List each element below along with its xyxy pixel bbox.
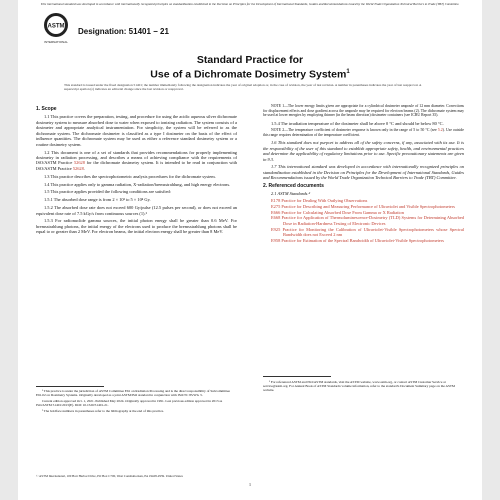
footnotes-left	[36, 389, 237, 415]
designation: Designation: 51401 − 21	[78, 27, 169, 36]
logo-text: INTERNATIONAL	[44, 40, 68, 44]
reference-number[interactable]: E275	[271, 203, 281, 209]
link-52628-b[interactable]: 52628	[72, 165, 84, 171]
para-1-5-3: 1.5.3 For radionuclide gamma sources, the initial photon energy shall be greater than 0.6 MeV. For bremsstrahlung photons, the initial energy of the electrons used to produce the bremsstrahlung photons shall be equal to or greater than 2 MeV. For electron beams, the initial electron energy shall be greater than 8 MeV.	[36, 218, 237, 235]
para-1-2: 1.2 This document is one of a set of standards that provides recommendations for properly implementing dosimetry in radiation processing, and describes a means of achieving compliance with the requirements of ISO/ASTM Practice 52628 for the dichromate dosimetry system. It is intended to be read in conjunction with ISO/ASTM Practice 52628.	[36, 149, 238, 171]
para-1-4: 1.4 This practice applies only to gamma radiation, X-radiation/bremsstrahlung, and high energy electrons.	[44, 181, 231, 187]
reference-item[interactable]	[271, 210, 464, 215]
referenced-documents-heading: 2. Referenced documents	[263, 182, 324, 189]
document-page	[18, 0, 482, 500]
para-1-3: 1.3 This practice describes the spectrophotometric analysis procedures for the dichromate system.	[44, 173, 216, 179]
right-column	[263, 104, 464, 244]
link-52628[interactable]: 52628	[73, 160, 85, 166]
footnote-1: ¹ This practice is under the jurisdiction of ASTM Committee E61 on Radiation Processing and is the direct responsibility of Subcommittee E61.02 on Dosimetry Systems. Originally developed as a joint ASTM/ISO standard in conjunction with ISO/TC 85/WG 3.	[36, 389, 230, 398]
reference-list	[263, 198, 464, 244]
scope-heading: 1. Scope	[36, 106, 57, 112]
reference-title[interactable]: Practice for Application of Thermoluminescence-Dosimetry (TLD) Systems for Determining Absorbed Dose in Radiation-Hardness Testing of Electronic Devices	[281, 215, 464, 226]
reference-title[interactable]: Practice for Calculating Absorbed Dose From Gamma or X Radiation	[281, 209, 404, 215]
footnote-3: ³ For referenced ASTM and ISO/ASTM standards, visit the ASTM website, www.astm.org, or contact ASTM Customer Service at service@astm.org. For Annual Book of ASTM Standards volume information, refer to the standard's Document Summary page on the ASTM website.	[263, 380, 455, 393]
footnote-divider-right	[263, 376, 331, 377]
reference-item[interactable]	[271, 227, 464, 238]
note-2: NOTE 2—The temperature coefficient of dosimeter response is known only in the range of 5 to 50 °C (see 5.2). Use outside this range requires determination of the temperature coefficient.	[263, 128, 464, 138]
reference-title[interactable]: Practice for Describing and Measuring Performance of Ultraviolet and Visible Spectrophotometers	[281, 203, 455, 209]
para-1-5-2: 1.5.2 The absorbed dose rate does not exceed 600 Gy/pulse (12.5 pulses per second), or does not exceed an equivalent dose rate of 7.5 kGy/s from continuous sources (1).²	[36, 205, 237, 216]
copyright: © ASTM International, 100 Barr Harbor Drive, PO Box C700, West Conshohocken, PA 19428-2959. United States	[36, 474, 183, 478]
page-number: 1	[249, 482, 251, 487]
astm-standards-heading: 2.1 ASTM Standards:³	[271, 191, 311, 197]
reference-number[interactable]: E668	[271, 215, 281, 221]
footnote-2: ² The boldface numbers in parentheses refer to the bibliography at the end of this practice.	[42, 408, 165, 413]
para-1-1: 1.1 This practice covers the preparation, testing, and procedure for using the acidic aqueous silver dichromate dosimetry system to measure absorbed dose to water when exposed to ionizing radiation. The system consists of a dosimeter and appropriate analytical instrumentation. For simplicity, the system will be referred to as the dichromate system. The dichromate dosimeter is classified as a type I dosimeter on the basis of the effect of influence quantities. The dichromate system may be used as either a reference standard dosimetry system or a routine dosimetry system.	[36, 114, 237, 147]
title-line-1: Standard Practice for	[196, 54, 304, 66]
para-1-5: 1.5 This practice applies provided the following conditions are satisfied:	[44, 189, 171, 195]
svg-text:ASTM: ASTM	[47, 23, 65, 30]
issued-note: This standard is issued under the fixed designation 51401; the number immediately following the designation indicates the year of original adoption or, in the case of revision, the year of last revision. A number in parentheses indicates the year of last reapproval. A superscript epsilon (ε) indicates an editorial change since the last revision or reapproval.	[64, 83, 422, 92]
reference-item[interactable]	[271, 198, 464, 203]
footnote-divider-left	[36, 386, 104, 387]
title-line-2: Use of a Dichromate Dosimetry System$^1$	[150, 68, 350, 81]
reference-item[interactable]	[271, 238, 464, 243]
para-1-7: 1.7 This international standard was developed in accordance with internationally recognized principles on standardization established in the Decision on Principles for the Development of International Standards, Guides and Recommendations issued by the World Trade Organization Technical Barriers to Trade (TBT) Committee.	[263, 164, 464, 181]
para-1-5-4: 1.5.4 The irradiation temperature of the dosimeter shall be above 0 °C and should be below 80 °C.	[271, 120, 444, 126]
reference-title[interactable]: Practice for Monitoring the Calibration of Ultraviolet-Visible Spectrophotometers whose Spectral Bandwidth does not Exceed 2 nm	[282, 226, 464, 238]
reference-number[interactable]: E178	[271, 197, 281, 203]
reference-number[interactable]: E925	[271, 226, 281, 232]
document-title	[18, 54, 482, 81]
link-5-2[interactable]: 5.2	[437, 128, 443, 133]
footnotes-right	[263, 380, 464, 393]
reference-title[interactable]: Practice for Estimation of the Spectral Bandwidth of Ultraviolet-Visible Spectrophotometers	[281, 238, 444, 244]
footnote-1b: Current edition approved Oct. 1, 2021. Published May 2024. Originally approved in 1991. Last previous edition approved in 2013 as ISO/ASTM 51401:2013(E). DOI: 10.1520/51401-21.	[36, 398, 223, 408]
tbt-notice: This international standard was developed in accordance with internationally recognized principles on standardization established in the Decision on Principles for the Development of International Standards, Guides and Recommendations issued by the World Trade Organization Technical Barriers to Trade (TBT) Committee.	[40, 2, 460, 6]
reference-number[interactable]: E958	[271, 238, 281, 244]
reference-item[interactable]	[271, 215, 464, 226]
reference-number[interactable]: E666	[271, 209, 281, 215]
reference-item[interactable]	[271, 204, 464, 209]
para-1-6: 1.6 This standard does not purport to address all of the safety concerns, if any, associated with its use. It is the responsibility of the user of this standard to establish appropriate safety, health, and environmental practices and determine the applicability of regulatory limitations prior to use. Specific precautionary statements are given in 9.3.	[263, 140, 464, 162]
astm-logo	[42, 12, 70, 46]
reference-title[interactable]: Practice for Dealing With Outlying Observations	[281, 197, 368, 203]
para-1-5-1: 1.5.1 The absorbed dose range is from 2 × 10³ to 5 × 10⁴ Gy.	[44, 197, 151, 203]
left-column	[36, 104, 237, 237]
note-1: NOTE 1—The lower energy limits given are appropriate for a cylindrical dosimeter ampoule of 12 mm diameter. Corrections for displacement effects and dose gradient across the ampoule may be required for electron beams (2). The dichromate system may be used at lower energies by employing thinner (in the beam direction) dosimeter containers (see ICRU Report 35).	[263, 104, 464, 118]
